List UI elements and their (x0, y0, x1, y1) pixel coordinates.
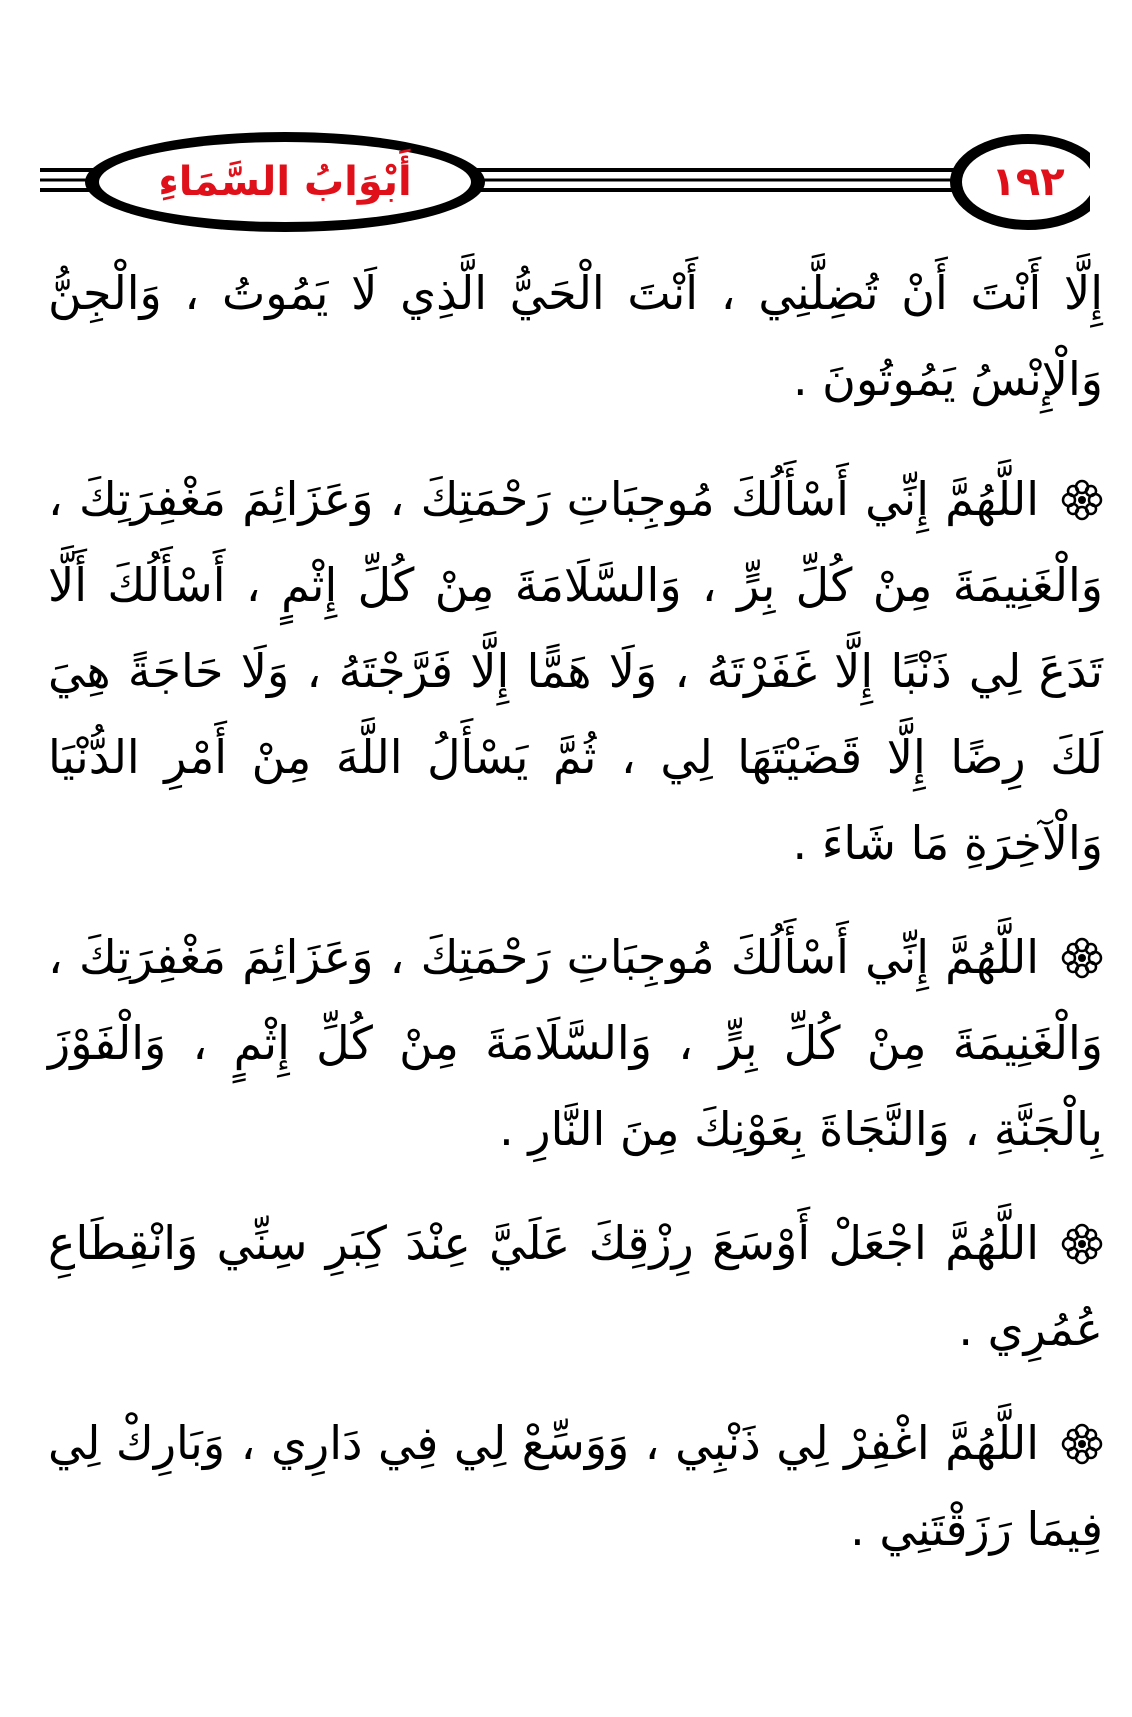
paragraph-text: اللَّهُمَّ اغْفِرْ لِي ذَنْبِي ، وَوَسِّعْ لِي فِي دَارِي ، وَبَارِكْ لِي فِيمَا رَزَقْتَنِي . (48, 1416, 1103, 1556)
dua-paragraph (48, 1400, 1103, 1572)
page-body (48, 250, 1103, 1600)
paragraph-text: اللَّهُمَّ إِنِّي أَسْأَلُكَ مُوجِبَاتِ رَحْمَتِكَ ، وَعَزَائِمَ مَغْفِرَتِكَ ، وَالْغَنِيمَةَ مِنْ كُلِّ بِرٍّ ، وَالسَّلَامَةَ مِنْ كُلِّ إِثْمٍ ، أَسْأَلُكَ أَلَّا تَدَعَ لِي ذَنْبًا إِلَّا غَفَرْتَهُ ، وَلَا هَمًّا إِلَّا فَرَّجْتَهُ ، وَلَا حَاجَةً هِيَ لَكَ رِضًا إِلَّا قَضَيْتَهَا لِي ، ثُمَّ يَسْأَلُ اللَّهَ مِنْ أَمْرِ الدُّنْيَا وَالْآخِرَةِ مَا شَاءَ . (48, 472, 1103, 870)
dua-paragraph (48, 1200, 1103, 1372)
page-number: ١٩٢ (991, 159, 1065, 205)
flower-asterisk-icon (1061, 479, 1103, 521)
dua-paragraph (48, 456, 1103, 886)
paragraph-text: اللَّهُمَّ إِنِّي أَسْأَلُكَ مُوجِبَاتِ رَحْمَتِكَ ، وَعَزَائِمَ مَغْفِرَتِكَ ، وَالْغَنِيمَةَ مِنْ كُلِّ بِرٍّ ، وَالسَّلَامَةَ مِنْ كُلِّ إِثْمٍ ، وَالْفَوْزَ بِالْجَنَّةِ ، وَالنَّجَاةَ بِعَوْنِكَ مِنَ النَّارِ . (48, 930, 1103, 1156)
flower-asterisk-icon (1061, 937, 1103, 979)
page-header (40, 128, 1090, 248)
dua-paragraph (48, 914, 1103, 1172)
book-title: أَبْوَابُ السَّمَاءِ (158, 159, 412, 205)
flower-asterisk-icon (1061, 1223, 1103, 1265)
flower-asterisk-icon (1061, 1423, 1103, 1465)
paragraph-text: اللَّهُمَّ اجْعَلْ أَوْسَعَ رِزْقِكَ عَلَيَّ عِنْدَ كِبَرِ سِنِّي وَانْقِطَاعِ عُمُرِي . (48, 1216, 1103, 1356)
paragraph-text: إِلَّا أَنْتَ أَنْ تُضِلَّنِي ، أَنْتَ الْحَيُّ الَّذِي لَا يَمُوتُ ، وَالْجِنُّ وَالْإِنْسُ يَمُوتُونَ . (48, 266, 1103, 406)
paragraph-continuation (48, 250, 1103, 422)
